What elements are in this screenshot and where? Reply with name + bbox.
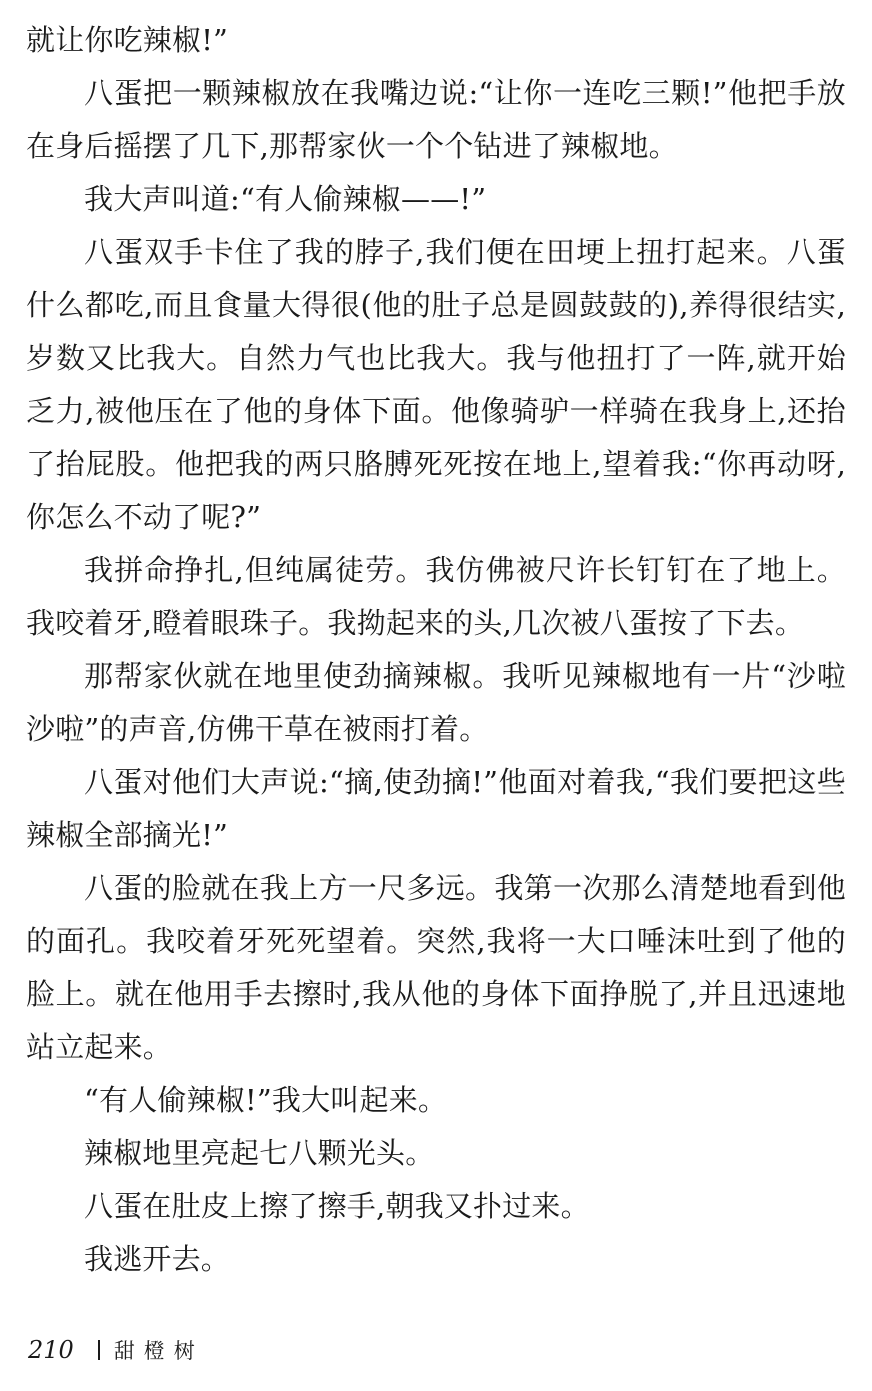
paragraph: 八蛋在肚皮上擦了擦手,朝我又扑过来。	[84, 1189, 590, 1223]
footer-divider	[98, 1340, 100, 1360]
body-text	[26, 14, 846, 1286]
paragraph: 八蛋的脸就在我上方一尺多远。我第一次那么清楚地看到他的面孔。我咬着牙死死望着。突然,我将一大口唾沫吐到了他的脸上。就在他用手去擦时,我从他的身体下面挣脱了,并且迅速地站立起来。	[26, 871, 846, 1064]
paragraph: 我拼命挣扎,但纯属徒劳。我仿佛被尺许长钉钉在了地上。我咬着牙,瞪着眼珠子。我拗起来的头,几次被八蛋按了下去。	[26, 553, 846, 640]
paragraph: 那帮家伙就在地里使劲摘辣椒。我听见辣椒地有一片“沙啦沙啦”的声音,仿佛干草在被雨打着。	[26, 659, 846, 746]
paragraph: 八蛋双手卡住了我的脖子,我们便在田埂上扭打起来。八蛋什么都吃,而且食量大得很(他的肚子总是圆鼓鼓的),养得很结实,岁数又比我大。自然力气也比我大。我与他扭打了一阵,就开始乏力,被他压在了他的身体下面。他像骑驴一样骑在我身上,还抬了抬屁股。他把我的两只胳膊死死按在地上,望着我:“你再动呀,你怎么不动了呢?”	[26, 235, 846, 534]
running-book-title: 甜橙树	[113, 1339, 204, 1363]
paragraph: 辣椒地里亮起七八颗光头。	[84, 1136, 435, 1170]
paragraph: 八蛋对他们大声说:“摘,使劲摘!”他面对着我,“我们要把这些辣椒全部摘光!”	[26, 765, 846, 852]
paragraph: 我大声叫道:“有人偷辣椒——!”	[84, 182, 487, 216]
page-footer	[28, 1330, 204, 1370]
page-number: 210	[28, 1336, 74, 1364]
paragraph: “有人偷辣椒!”我大叫起来。	[84, 1083, 448, 1117]
paragraph: 八蛋把一颗辣椒放在我嘴边说:“让你一连吃三颗!”他把手放在身后摇摆了几下,那帮家伙一个个钻进了辣椒地。	[26, 76, 846, 163]
paragraph: 就让你吃辣椒!”	[26, 23, 229, 57]
paragraph: 我逃开去。	[84, 1242, 231, 1276]
